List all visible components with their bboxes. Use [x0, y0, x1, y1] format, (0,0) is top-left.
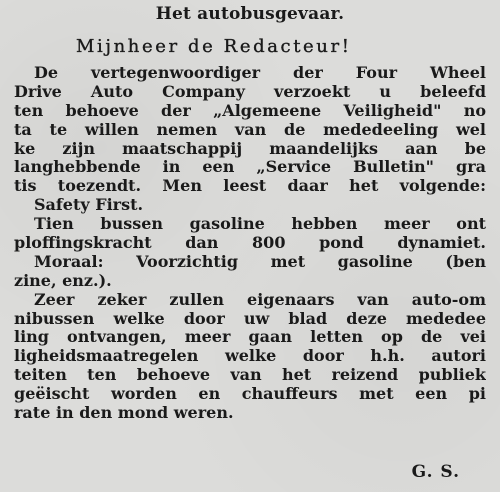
- text-line: Tien bussen gasoline hebben meer ont: [34, 215, 486, 234]
- text-line: ta te willen nemen van de mededeeling wel: [14, 120, 486, 139]
- article-title: Het autobusgevaar.: [155, 4, 345, 24]
- text-line: Drive Auto Company verzoekt u beleefd: [14, 82, 486, 101]
- text-line: ten behoeve der „Algemeene Veiligheid" no: [14, 101, 486, 120]
- text-line: ligheidsmaatregelen welke door h.h. autori: [14, 347, 486, 366]
- text-line: De vertegenwoordiger der Four Wheel: [34, 64, 486, 82]
- signature: G. S.: [411, 462, 460, 482]
- text-line: langhebbende in een „Service Bulletin" gra: [14, 158, 486, 177]
- article-body: [14, 64, 486, 423]
- text-line: nibussen welke door uw blad deze mededee: [14, 309, 486, 328]
- text-line: tis toezendt. Men leest daar het volgende:: [14, 177, 486, 196]
- text-line: ling ontvangen, meer gaan letten op de vei: [14, 328, 486, 347]
- text-line: Safety First.: [34, 196, 144, 215]
- text-line: Moraal: Voorzichtig met gasoline (ben: [34, 252, 486, 271]
- text-line: Zeer zeker zullen eigenaars van auto-om: [34, 290, 486, 309]
- text-line: ploffingskracht dan 800 pond dynamiet.: [14, 234, 486, 253]
- salutation: Mijnheer de Redacteur!: [76, 36, 352, 57]
- text-line: ke zijn maatschappij maandelijks aan be: [14, 139, 486, 158]
- text-line: zine, enz.).: [14, 271, 112, 290]
- text-line: rate in den mond weren.: [14, 404, 234, 423]
- text-line: geëischt worden en chauffeurs met een pi: [14, 385, 486, 404]
- text-line: teiten ten behoeve van het reizend publiek: [14, 366, 486, 385]
